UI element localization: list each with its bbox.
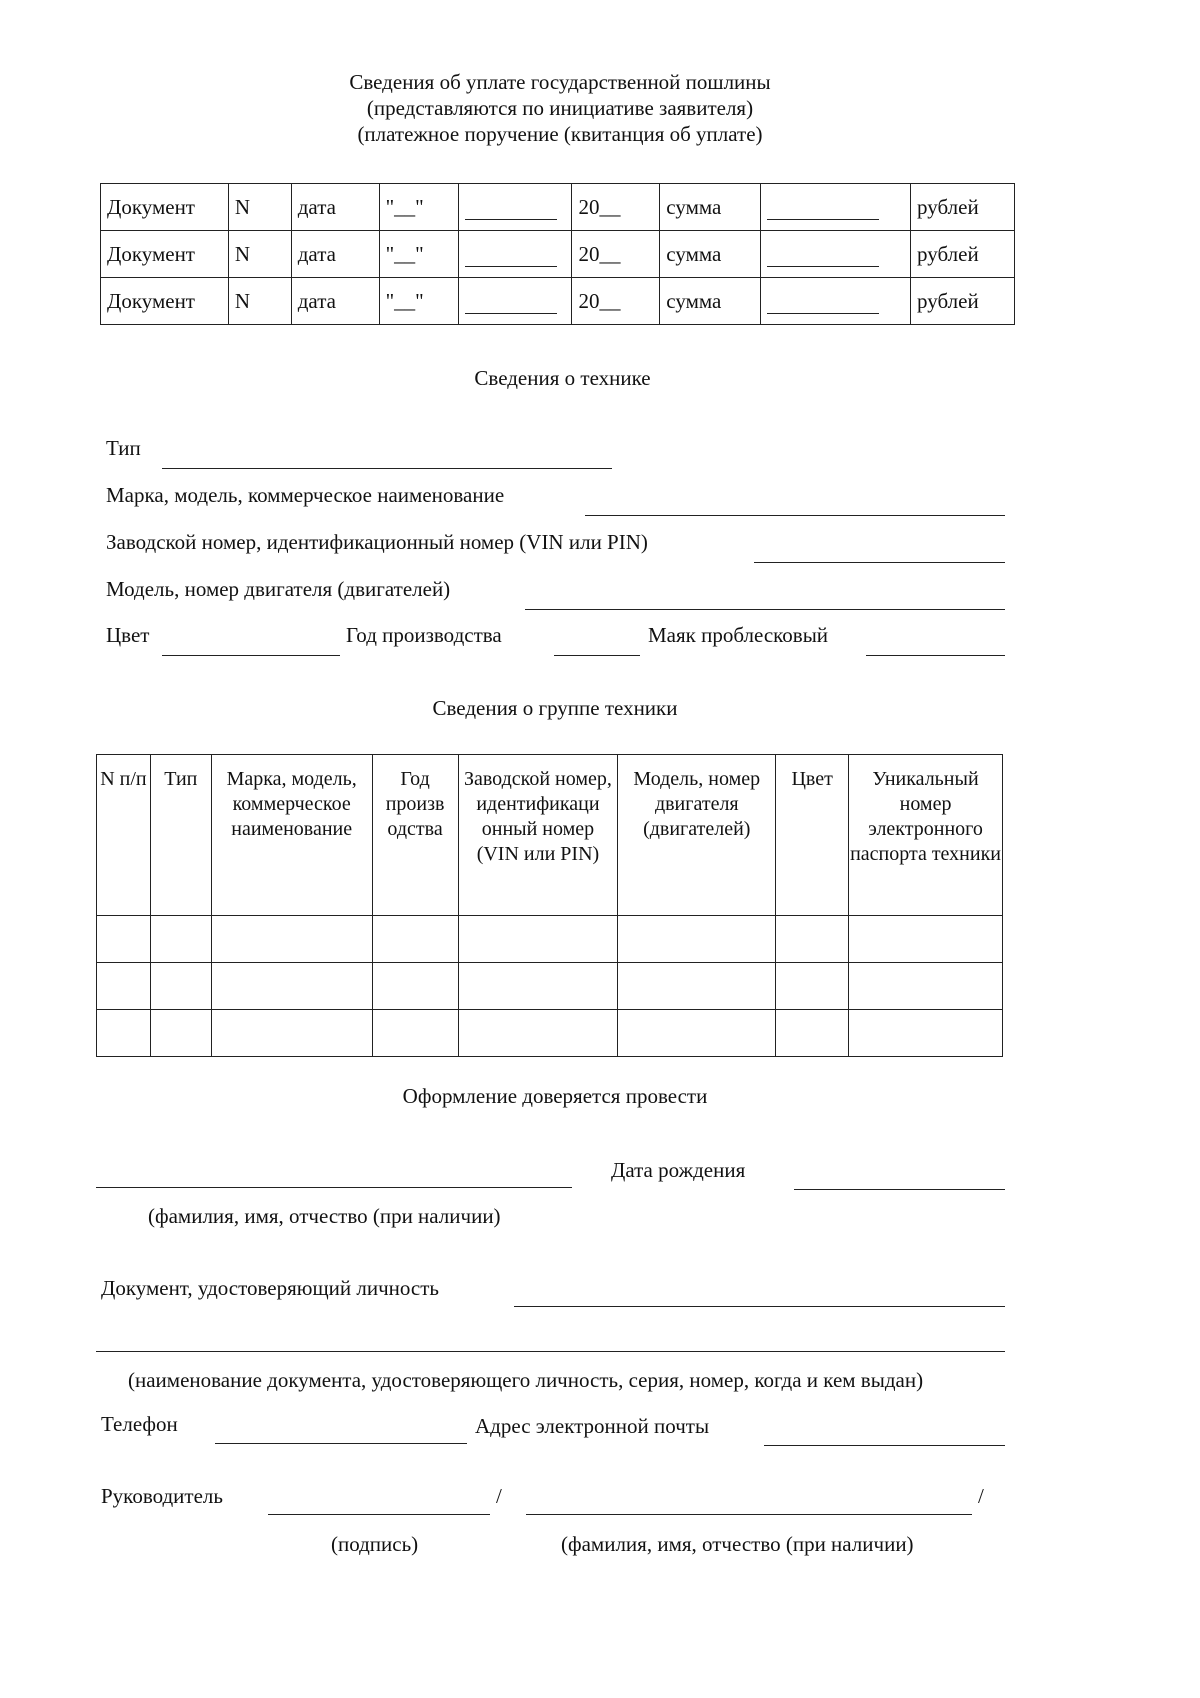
cell[interactable] (618, 963, 776, 1010)
separator-slash: / (496, 1484, 502, 1508)
tech-year-label: Год производства (346, 623, 502, 647)
cell[interactable] (372, 916, 458, 963)
year-field[interactable]: 20__ (572, 184, 660, 231)
sum-field[interactable] (761, 184, 911, 231)
cell[interactable] (211, 916, 372, 963)
sum-field[interactable] (761, 231, 911, 278)
cell[interactable] (97, 1010, 151, 1057)
day-field[interactable]: "__" (379, 278, 459, 325)
cell[interactable] (97, 916, 151, 963)
header-line-1: Сведения об уплате государственной пошлины (349, 70, 771, 94)
cell[interactable] (849, 916, 1003, 963)
header-line-3: (платежное поручение (квитанция об уплате) (357, 122, 763, 146)
sum-label: сумма (660, 231, 761, 278)
head-label: Руководитель (101, 1484, 223, 1508)
cell[interactable] (458, 916, 618, 963)
cell[interactable] (97, 963, 151, 1010)
payment-table (100, 183, 1015, 325)
cell[interactable] (211, 1010, 372, 1057)
fio-caption-2: (фамилия, имя, отчество (при наличии) (561, 1532, 914, 1556)
rubles-label: рублей (911, 231, 1015, 278)
id-doc-field-2[interactable] (96, 1351, 1005, 1352)
tech-brand-field[interactable] (585, 515, 1005, 516)
payment-row (101, 278, 1015, 325)
date-label: дата (291, 184, 379, 231)
id-doc-label: Документ, удостоверяющий личность (101, 1276, 439, 1300)
col-serial: Заводской номер, идентификаци онный номер (VIN или PIN) (458, 755, 618, 916)
month-field[interactable] (459, 278, 572, 325)
table-row (97, 1010, 1003, 1057)
tech-engine-label: Модель, номер двигателя (двигателей) (106, 577, 451, 601)
month-field[interactable] (459, 184, 572, 231)
sign-caption: (подпись) (331, 1532, 419, 1556)
col-type: Тип (150, 755, 211, 916)
cell[interactable] (849, 963, 1003, 1010)
number-label: N (228, 278, 291, 325)
head-fio-field[interactable] (526, 1514, 972, 1515)
email-field[interactable] (764, 1445, 1005, 1446)
cell[interactable] (150, 963, 211, 1010)
cell[interactable] (618, 1010, 776, 1057)
cell[interactable] (458, 1010, 618, 1057)
number-label: N (228, 231, 291, 278)
id-doc-field[interactable] (514, 1306, 1005, 1307)
separator-slash: / (978, 1484, 984, 1508)
table-row (97, 963, 1003, 1010)
table-row (97, 916, 1003, 963)
tech-serial-label: Заводской номер, идентификационный номер (VIN или PIN) (106, 530, 648, 554)
phone-label: Телефон (101, 1412, 178, 1436)
sum-label: сумма (660, 278, 761, 325)
sum-field[interactable] (761, 278, 911, 325)
tech-year-field[interactable] (554, 655, 640, 656)
number-label: N (228, 184, 291, 231)
col-number: N п/п (97, 755, 151, 916)
header-line-2: (представляются по инициативе заявителя) (366, 96, 754, 120)
cell[interactable] (776, 963, 849, 1010)
doc-label: Документ (101, 278, 229, 325)
phone-field[interactable] (215, 1443, 467, 1444)
day-field[interactable]: "__" (379, 184, 459, 231)
tech-type-label: Тип (106, 436, 141, 460)
tech-color-label: Цвет (106, 623, 150, 647)
payment-row (101, 184, 1015, 231)
date-label: дата (291, 231, 379, 278)
cell[interactable] (150, 1010, 211, 1057)
tech-engine-field[interactable] (525, 609, 1005, 610)
group-header-row (97, 755, 1003, 916)
col-passport: Уникальный номер электронного паспорта техники (849, 755, 1003, 916)
col-brand: Марка, модель, коммерческое наименование (211, 755, 372, 916)
rubles-label: рублей (911, 278, 1015, 325)
sum-label: сумма (660, 184, 761, 231)
cell[interactable] (458, 963, 618, 1010)
birth-field[interactable] (794, 1189, 1005, 1190)
tech-title: Сведения о технике (474, 366, 651, 390)
cell[interactable] (372, 963, 458, 1010)
doc-label: Документ (101, 231, 229, 278)
date-label: дата (291, 278, 379, 325)
year-field[interactable]: 20__ (572, 278, 660, 325)
year-field[interactable]: 20__ (572, 231, 660, 278)
tech-brand-label: Марка, модель, коммерческое наименование (106, 483, 505, 507)
cell[interactable] (849, 1010, 1003, 1057)
month-field[interactable] (459, 231, 572, 278)
col-color: Цвет (776, 755, 849, 916)
fio-field[interactable] (96, 1187, 572, 1188)
id-caption: (наименование документа, удостоверяющего личность, серия, номер, когда и кем выдан) (128, 1368, 924, 1392)
doc-label: Документ (101, 184, 229, 231)
cell[interactable] (150, 916, 211, 963)
trust-title: Оформление доверяется провести (402, 1084, 708, 1108)
col-year: Год произв одства (372, 755, 458, 916)
day-field[interactable]: "__" (379, 231, 459, 278)
group-title: Сведения о группе техники (432, 696, 678, 720)
tech-color-field[interactable] (162, 655, 340, 656)
payment-row (101, 231, 1015, 278)
cell[interactable] (776, 916, 849, 963)
tech-beacon-label: Маяк проблесковый (648, 623, 829, 647)
fio-caption: (фамилия, имя, отчество (при наличии) (148, 1204, 501, 1228)
cell[interactable] (211, 963, 372, 1010)
cell[interactable] (776, 1010, 849, 1057)
tech-beacon-field[interactable] (866, 655, 1005, 656)
signature-field[interactable] (268, 1514, 490, 1515)
rubles-label: рублей (911, 184, 1015, 231)
cell[interactable] (372, 1010, 458, 1057)
cell[interactable] (618, 916, 776, 963)
tech-type-field[interactable] (162, 468, 612, 469)
group-table (96, 754, 1003, 1057)
email-label: Адрес электронной почты (475, 1414, 710, 1438)
tech-serial-field[interactable] (754, 562, 1005, 563)
birth-label: Дата рождения (611, 1158, 746, 1182)
col-engine: Модель, номер двигателя (двигателей) (618, 755, 776, 916)
